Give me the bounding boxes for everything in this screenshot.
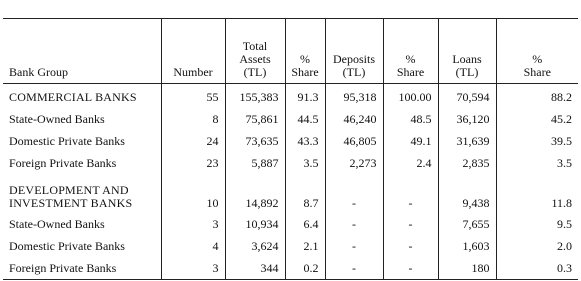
- row-number: 10: [161, 174, 225, 213]
- row-group: Foreign Private Banks: [9, 155, 117, 170]
- row-deposits: 2,273: [325, 152, 383, 174]
- row-assets: 10,934: [225, 213, 285, 235]
- header-loans: Loans (TL): [438, 19, 496, 84]
- row-number: 8: [161, 108, 225, 130]
- row-loans-share: 3.5: [496, 152, 578, 174]
- row-deposits-share: 100.00: [383, 84, 438, 109]
- table-row: [3, 213, 578, 235]
- row-loans-share: 2.0: [496, 235, 578, 257]
- row-deposits-share: -: [383, 174, 438, 213]
- row-deposits: -: [325, 257, 383, 280]
- bank-groups-table: [3, 18, 578, 280]
- row-assets: 73,635: [225, 130, 285, 152]
- table-row: [3, 257, 578, 280]
- table-row: [3, 174, 578, 213]
- row-assets: 155,383: [225, 84, 285, 109]
- row-number: 24: [161, 130, 225, 152]
- row-number: 23: [161, 152, 225, 174]
- row-loans-share: 39.5: [496, 130, 578, 152]
- header-deposits-share: % Share: [383, 19, 438, 84]
- row-loans-share: 88.2: [496, 84, 578, 109]
- row-group: State-Owned Banks: [9, 111, 105, 126]
- row-group: State-Owned Banks: [9, 216, 105, 231]
- row-deposits-share: 49.1: [383, 130, 438, 152]
- row-deposits: -: [325, 235, 383, 257]
- header-loans-share: % Share: [496, 19, 578, 84]
- row-loans: 70,594: [438, 84, 496, 109]
- row-deposits: 46,805: [325, 130, 383, 152]
- header-assets-share: % Share: [285, 19, 325, 84]
- row-loans: 36,120: [438, 108, 496, 130]
- row-group: Domestic Private Banks: [9, 133, 125, 148]
- row-assets-share: 8.7: [285, 174, 325, 213]
- row-assets: 5,887: [225, 152, 285, 174]
- row-loans: 7,655: [438, 213, 496, 235]
- row-loans-share: 11.8: [496, 174, 578, 213]
- table-row: [3, 84, 578, 109]
- table-row: [3, 108, 578, 130]
- row-loans: 1,603: [438, 235, 496, 257]
- row-deposits: 95,318: [325, 84, 383, 109]
- row-loans-share: 45.2: [496, 108, 578, 130]
- row-assets: 14,892: [225, 174, 285, 213]
- row-group: DEVELOPMENT AND INVESTMENT BANKS: [9, 183, 133, 210]
- row-deposits-share: -: [383, 213, 438, 235]
- row-assets-share: 91.3: [285, 84, 325, 109]
- row-loans-share: 0.3: [496, 257, 578, 280]
- row-deposits-share: 2.4: [383, 152, 438, 174]
- row-group: Domestic Private Banks: [9, 238, 125, 253]
- row-number: 4: [161, 235, 225, 257]
- row-group: COMMERCIAL BANKS: [9, 89, 137, 104]
- header-number: Number: [161, 19, 225, 84]
- row-deposits: -: [325, 174, 383, 213]
- row-assets: 344: [225, 257, 285, 280]
- row-assets: 3,624: [225, 235, 285, 257]
- row-loans: 9,438: [438, 174, 496, 213]
- row-group: Foreign Private Banks: [3, 257, 161, 280]
- row-loans: 31,639: [438, 130, 496, 152]
- row-assets-share: 6.4: [285, 213, 325, 235]
- row-assets-share: 43.3: [285, 130, 325, 152]
- row-loans-share: 9.5: [496, 213, 578, 235]
- row-deposits-share: 48.5: [383, 108, 438, 130]
- row-deposits: -: [325, 213, 383, 235]
- row-deposits-share: -: [383, 257, 438, 280]
- table-row: [3, 152, 578, 174]
- header-bank-group: Bank Group: [3, 19, 161, 84]
- row-assets-share: 44.5: [285, 108, 325, 130]
- row-assets-share: 0.2: [285, 257, 325, 280]
- row-number: 3: [161, 213, 225, 235]
- row-loans: 2,835: [438, 152, 496, 174]
- row-loans: 180: [438, 257, 496, 280]
- table-row: [3, 235, 578, 257]
- row-assets-share: 2.1: [285, 235, 325, 257]
- row-number: 3: [161, 257, 225, 280]
- row-deposits: 46,240: [325, 108, 383, 130]
- row-number: 55: [161, 84, 225, 109]
- header-row: [3, 19, 578, 84]
- table-row: [3, 130, 578, 152]
- header-deposits: Deposits (TL): [325, 19, 383, 84]
- row-assets-share: 3.5: [285, 152, 325, 174]
- header-total-assets: Total Assets (TL): [225, 19, 285, 84]
- row-deposits-share: -: [383, 235, 438, 257]
- row-assets: 75,861: [225, 108, 285, 130]
